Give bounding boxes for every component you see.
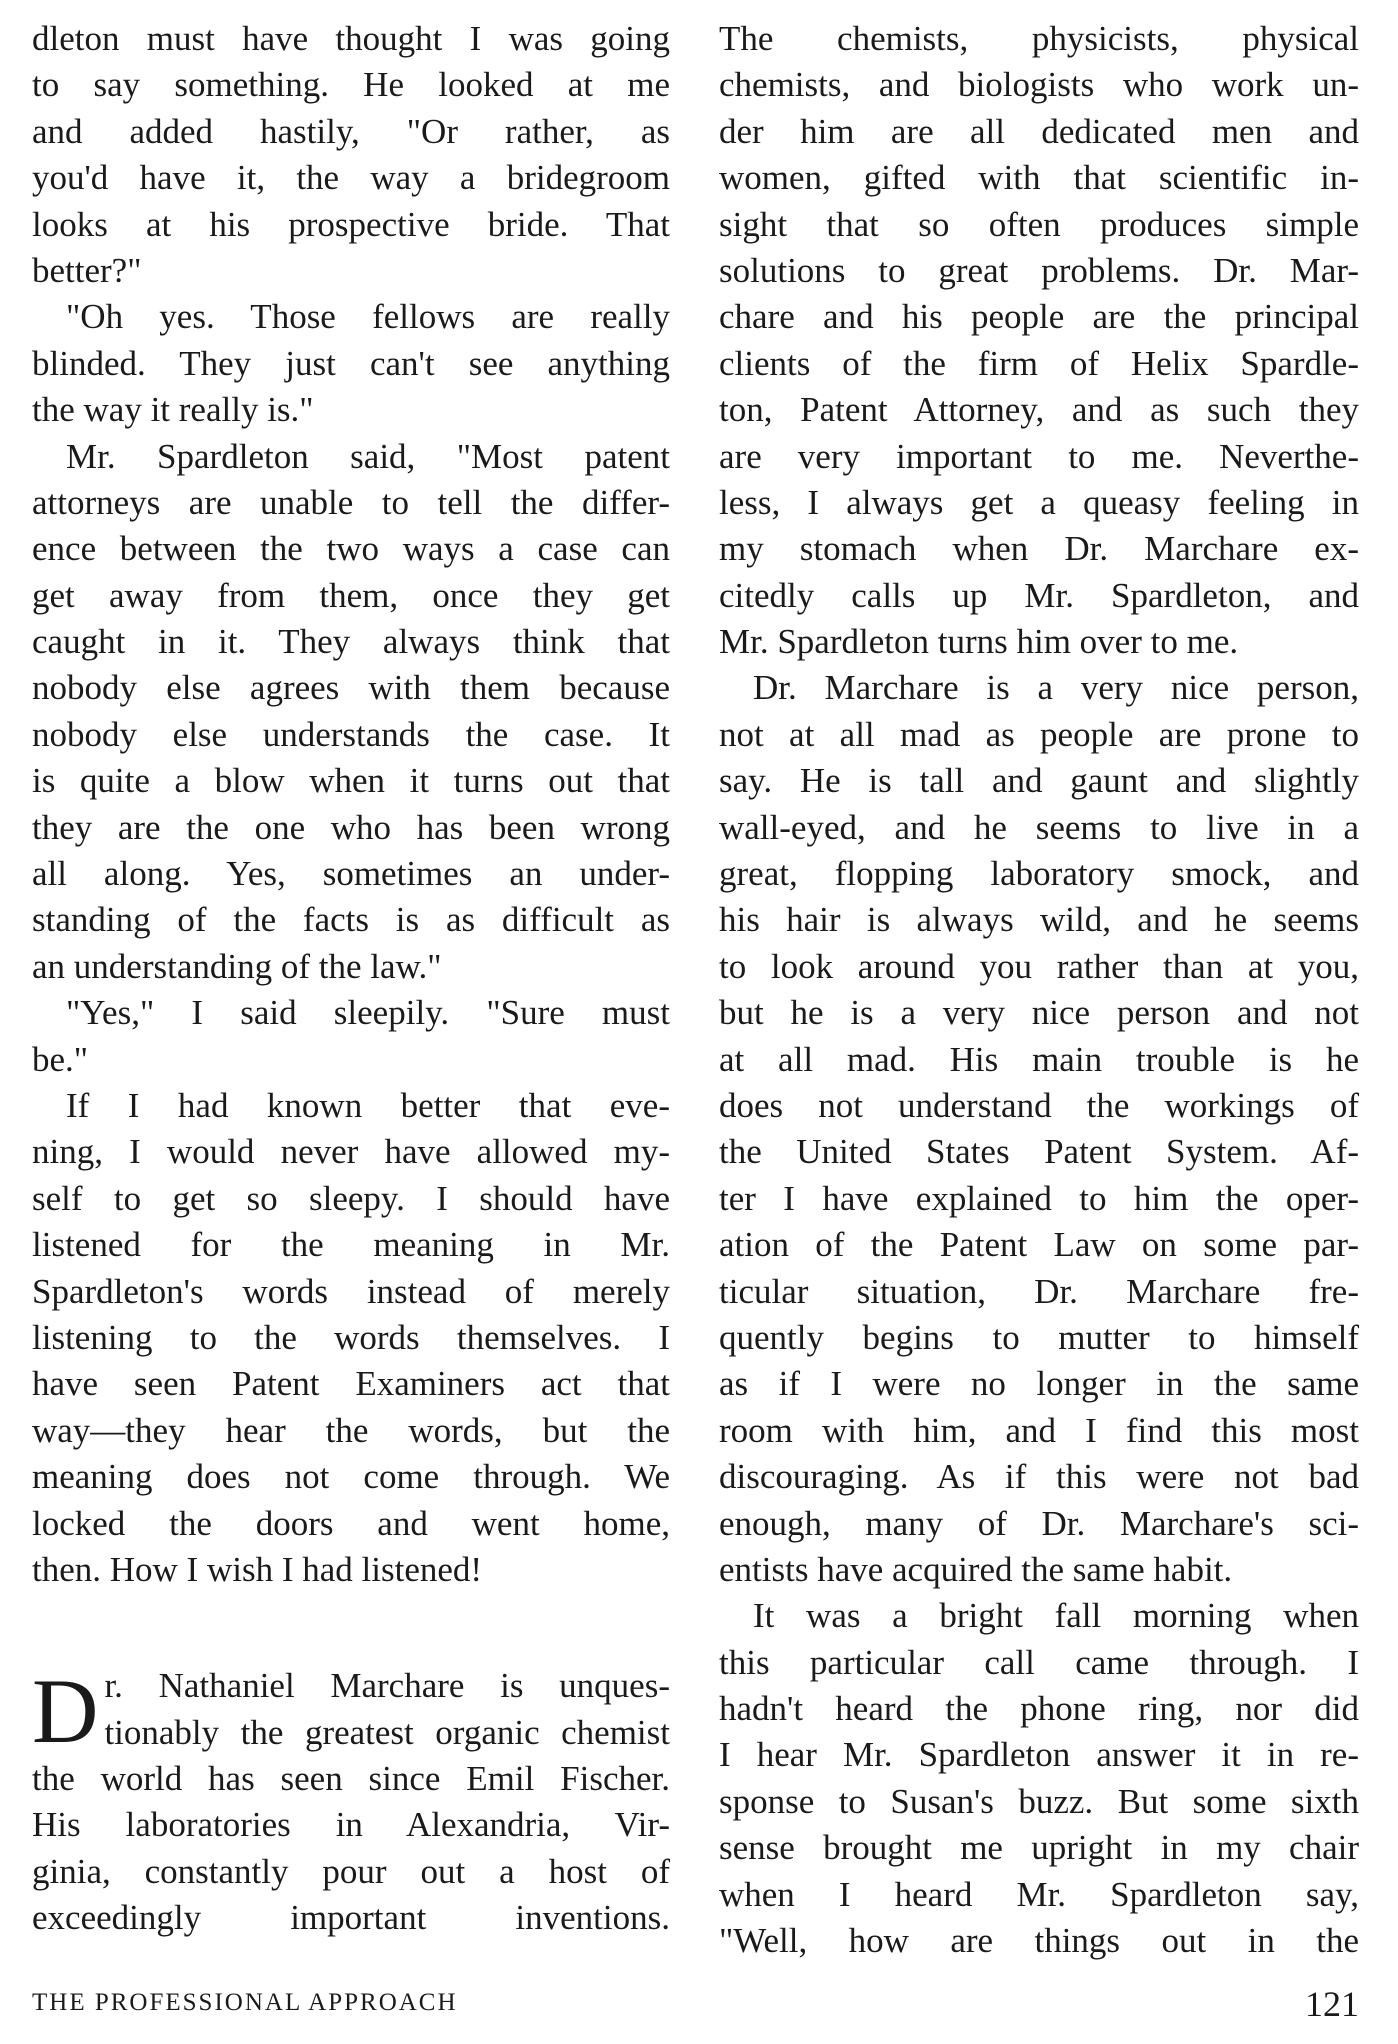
right-column: [719, 16, 1359, 1964]
text-line: have seen Patent Examiners act that: [32, 1364, 670, 1404]
text-line: chare and his people are the principal: [719, 297, 1359, 337]
text-line: all along. Yes, sometimes an under-: [32, 854, 670, 894]
text-line: nobody else agrees with them because: [32, 668, 670, 708]
text-line: ton, Patent Attorney, and as such they: [719, 390, 1359, 430]
text-line: standing of the facts is as difficult as: [32, 900, 670, 940]
text-line: enough, many of Dr. Marchare's sci-: [719, 1503, 1359, 1543]
text-line: Spardleton's words instead of merely: [32, 1271, 670, 1311]
text-line: I hear Mr. Spardleton answer it in re-: [719, 1735, 1359, 1775]
text-line: when I heard Mr. Spardleton say,: [719, 1874, 1359, 1914]
text-line: "Well, how are things out in the: [719, 1921, 1359, 1961]
text-line: to say something. He looked at me: [32, 65, 670, 105]
text-line: nobody else understands the case. It: [32, 714, 670, 754]
text-line: tionably the greatest organic chemist: [104, 1712, 670, 1752]
left-column: [32, 16, 670, 1942]
text-line: is quite a blow when it turns out that: [32, 761, 670, 801]
text-line: self to get so sleepy. I should have: [32, 1178, 670, 1218]
text-line: Mr. Spardleton turns him over to me.: [719, 622, 1239, 662]
text-line: quently begins to mutter to himself: [719, 1317, 1359, 1357]
text-line: sense brought me upright in my chair: [719, 1828, 1359, 1868]
text-line: the way it really is.": [32, 390, 314, 430]
text-line: listening to the words themselves. I: [32, 1317, 670, 1357]
text-line: exceedingly important inventions.: [32, 1898, 670, 1938]
text-line: His laboratories in Alexandria, Vir-: [32, 1805, 670, 1845]
text-line: less, I always get a queasy feeling in: [719, 482, 1359, 522]
text-line: attorneys are unable to tell the differ-: [32, 482, 670, 522]
text-line: clients of the firm of Helix Spardle-: [719, 343, 1359, 383]
text-line: locked the doors and went home,: [32, 1503, 670, 1543]
text-line: The chemists, physicists, physical: [719, 19, 1359, 58]
text-line: but he is a very nice person and not: [719, 993, 1359, 1033]
text-line: discouraging. As if this were not bad: [719, 1457, 1359, 1497]
text-line: say. He is tall and gaunt and slightly: [719, 761, 1359, 801]
text-line: blinded. They just can't see anything: [32, 343, 670, 383]
text-line: ginia, constantly pour out a host of: [32, 1851, 670, 1891]
section-break: [32, 1593, 670, 1663]
text-line: solutions to great problems. Dr. Mar-: [719, 250, 1359, 290]
text-line: "Yes," I said sleepily. "Sure must: [66, 993, 670, 1033]
text-line: an understanding of the law.": [32, 946, 442, 986]
text-line: room with him, and I find this most: [719, 1410, 1359, 1450]
text-line: my stomach when Dr. Marchare ex-: [719, 529, 1359, 569]
text-line: r. Nathaniel Marchare is unques-: [104, 1666, 670, 1706]
text-line: this particular call came through. I: [719, 1642, 1359, 1682]
text-line: sponse to Susan's buzz. But some sixth: [719, 1781, 1359, 1821]
text-line: ter I have explained to him the oper-: [719, 1178, 1359, 1218]
text-line: the world has seen since Emil Fischer.: [32, 1759, 670, 1799]
text-line: ation of the Patent Law on some par-: [719, 1225, 1359, 1265]
text-line: as if I were no longer in the same: [719, 1364, 1359, 1404]
text-line: "Oh yes. Those fellows are really: [66, 297, 670, 337]
text-line: and added hastily, "Or rather, as: [32, 111, 670, 151]
text-line: hadn't heard the phone ring, nor did: [719, 1689, 1359, 1729]
text-line: It was a bright fall morning when: [753, 1596, 1359, 1636]
text-line: to look around you rather than at you,: [719, 946, 1359, 986]
text-line: meaning does not come through. We: [32, 1457, 670, 1497]
text-line: Mr. Spardleton said, "Most patent: [66, 436, 670, 476]
page-number: 121: [1305, 1984, 1359, 2024]
text-line: better?": [32, 250, 142, 290]
text-line: chemists, and biologists who work un-: [719, 65, 1359, 105]
text-line: caught in it. They always think that: [32, 622, 670, 662]
text-line: dleton must have thought I was going: [32, 19, 670, 58]
text-line: women, gifted with that scientific in-: [719, 158, 1359, 198]
text-line: then. How I wish I had listened!: [32, 1549, 483, 1589]
text-line: not at all mad as people are prone to: [719, 714, 1359, 754]
text-line: be.": [32, 1039, 89, 1079]
text-line: sight that so often produces simple: [719, 204, 1359, 244]
text-line: ticular situation, Dr. Marchare fre-: [719, 1271, 1359, 1311]
text-line: der him are all dedicated men and: [719, 111, 1359, 151]
text-line: you'd have it, the way a bridegroom: [32, 158, 670, 198]
text-line: entists have acquired the same habit.: [719, 1549, 1233, 1589]
text-line: his hair is always wild, and he seems: [719, 900, 1359, 940]
text-line: the United States Patent System. Af-: [719, 1132, 1359, 1172]
page-footer: [32, 1983, 1359, 2027]
text-line: ning, I would never have allowed my-: [32, 1132, 670, 1172]
text-line: does not understand the workings of: [719, 1085, 1359, 1125]
text-line: way—they hear the words, but the: [32, 1410, 670, 1450]
text-line: If I had known better that eve-: [66, 1085, 670, 1125]
text-line: at all mad. His main trouble is he: [719, 1039, 1359, 1079]
left-column-lines: [32, 16, 670, 1593]
text-line: ence between the two ways a case can: [32, 529, 670, 569]
drop-cap-letter: D: [32, 1660, 99, 1763]
right-column-lines: [719, 16, 1359, 1964]
text-line: get away from them, once they get: [32, 575, 670, 615]
text-line: wall-eyed, and he seems to live in a: [719, 807, 1359, 847]
text-line: Dr. Marchare is a very nice person,: [753, 668, 1359, 708]
text-line: citedly calls up Mr. Spardleton, and: [719, 575, 1359, 615]
text-line: are very important to me. Neverthe-: [719, 436, 1359, 476]
text-line: they are the one who has been wrong: [32, 807, 670, 847]
text-line: great, flopping laboratory smock, and: [719, 854, 1359, 894]
section-opening-paragraph: [32, 1660, 670, 1941]
text-line: listened for the meaning in Mr.: [32, 1225, 670, 1265]
text-line: looks at his prospective bride. That: [32, 204, 670, 244]
running-title: THE PROFESSIONAL APPROACH: [32, 1989, 458, 2016]
